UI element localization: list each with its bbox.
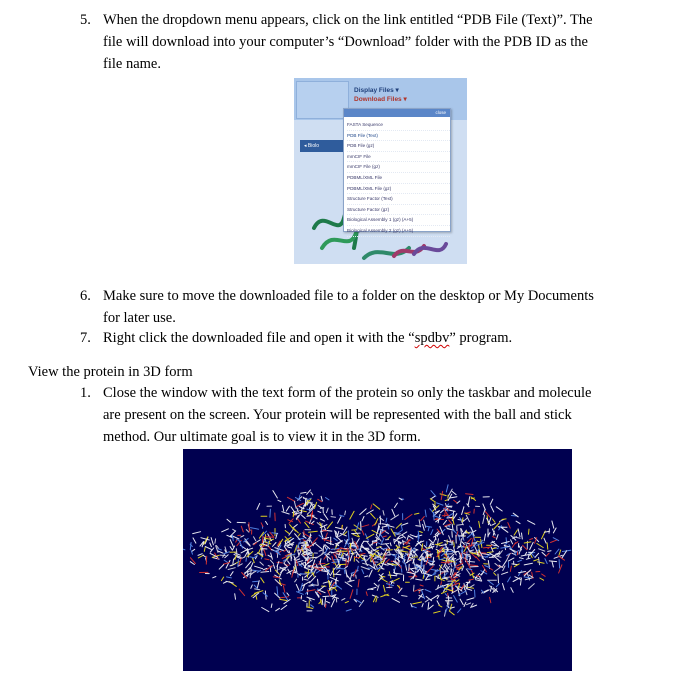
step-1-line-1: Close the window with the text form of the protein so only the taskbar and molecule — [103, 385, 592, 401]
download-files-button[interactable]: Download Files ▾ — [354, 96, 407, 103]
ball-and-stick-molecule — [183, 449, 572, 671]
step-7-before: Right click the downloaded file and open it with the “ — [103, 330, 415, 346]
step-5-line-1: When the dropdown menu appears, click on the link entitled “PDB File (Text)”. The — [103, 12, 593, 28]
menu-item[interactable]: mmCIF File (gz) — [347, 162, 450, 173]
step-5-line-3: file name. — [103, 56, 161, 72]
menu-item[interactable]: Biological Assembly 2 (gz) (A+5) — [347, 226, 450, 237]
menu-close-button[interactable]: close — [344, 109, 450, 117]
step-1-line-3: method. Our ultimate goal is to view it in the 3D form. — [103, 429, 421, 445]
display-files-button[interactable]: Display Files ▾ — [354, 87, 399, 94]
pdb-download-menu-screenshot — [294, 78, 467, 264]
menu-item[interactable]: PDBML/XML File (gz) — [347, 184, 450, 195]
step-1-number: 1. — [80, 385, 91, 401]
step-7-number: 7. — [80, 330, 91, 346]
step-5-line-2: file will download into your computer’s “Download” folder with the PDB ID as the — [103, 34, 588, 50]
step-6-number: 6. — [80, 288, 91, 304]
step-6-line-1: Make sure to move the downloaded file to a folder on the desktop or My Documents — [103, 288, 594, 304]
menu-item[interactable]: mmCIF File — [347, 152, 450, 163]
protein-3d-view-image — [183, 449, 572, 671]
menu-item[interactable]: FASTA Sequence — [347, 120, 450, 131]
step-6-line-2: for later use. — [103, 310, 176, 326]
biological-assembly-tab[interactable]: ◂ Biolo — [300, 140, 346, 152]
section-heading: View the protein in 3D form — [28, 364, 193, 380]
step-5-number: 5. — [80, 12, 91, 28]
step-7-after: ” program. — [449, 330, 513, 346]
download-dropdown-menu — [343, 108, 451, 232]
menu-item[interactable]: PDB File (gz) — [347, 141, 450, 152]
toolbar-buttons — [354, 86, 407, 104]
menu-item[interactable]: Structure Factor (Text) — [347, 194, 450, 205]
menu-item[interactable]: Biological Assembly 1 (gz) (A+5) — [347, 215, 450, 226]
step-7-text — [103, 329, 512, 347]
spdbv-program-name: spdbv — [414, 330, 450, 346]
menu-item-pdb-file-text[interactable]: PDB File (Text) — [347, 131, 450, 142]
menu-item[interactable]: PDBML/XML File — [347, 173, 450, 184]
step-1-line-2: are present on the screen. Your protein will be represented with the ball and stick — [103, 407, 572, 423]
menu-item[interactable]: Structure Factor (gz) — [347, 205, 450, 216]
